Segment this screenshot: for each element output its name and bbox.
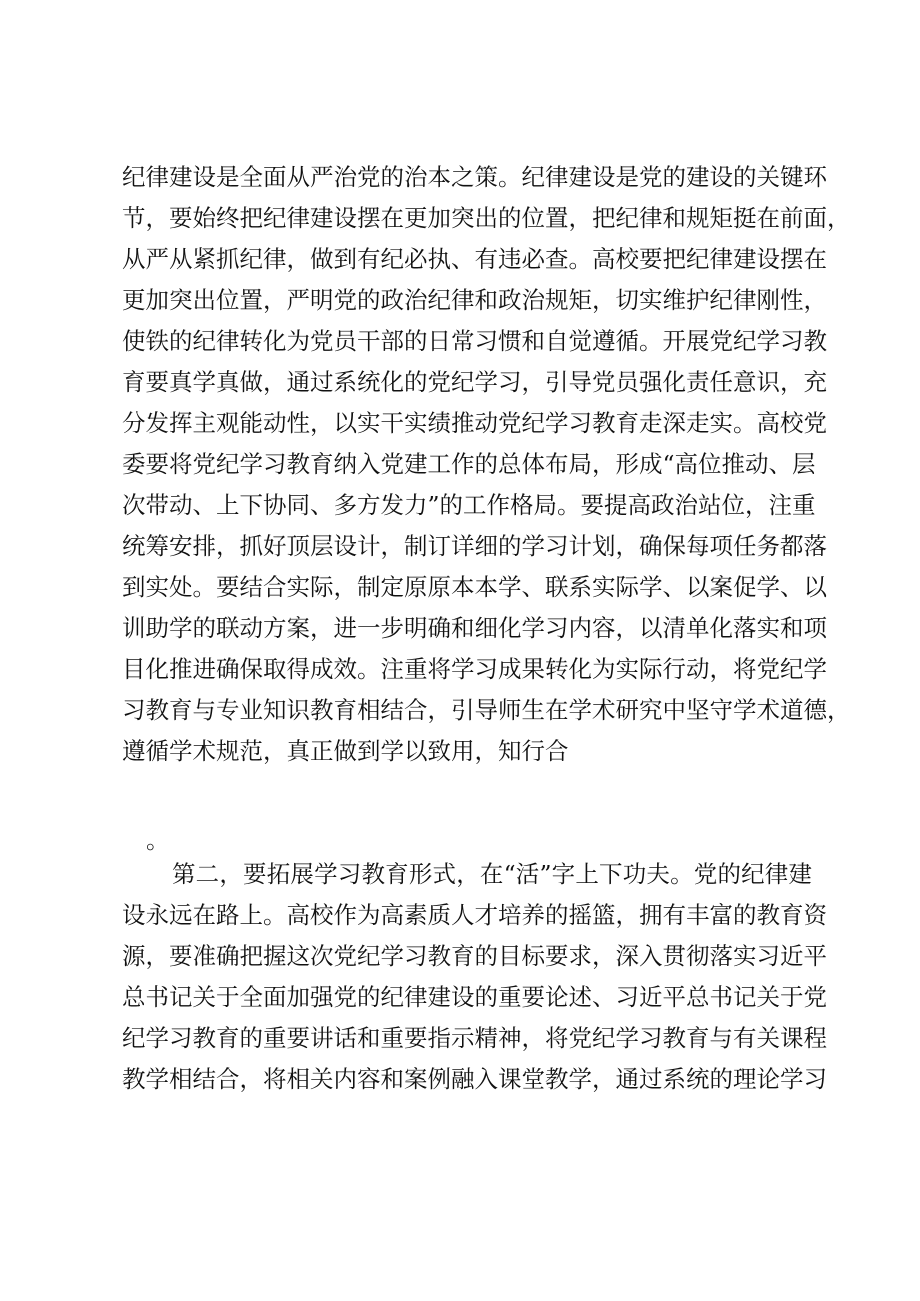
paragraph-1-line-1: 纪律建设是全面从严治党的治本之策。纪律建设是党的建设的关键环	[122, 163, 827, 191]
paragraph-2-line-5: 纪学习教育的重要讲话和重要指示精神，将党纪学习教育与有关课程	[122, 1024, 827, 1052]
paragraph-1-line-14: 习教育与专业知识教育相结合，引导师生在学术研究中坚守学术道德，	[122, 696, 851, 724]
paragraph-2-line-1: 第二，要拓展学习教育形式，在“活”字上下功夫。党的纪律建	[172, 860, 812, 888]
paragraph-1-line-8: 委要将党纪学习教育纳入党建工作的总体布局，形成“高位推动、层	[122, 450, 816, 478]
paragraph-1-line-13: 目化推进确保取得成效。注重将学习成果转化为实际行动，将党纪学	[122, 655, 827, 683]
paragraph-1-trailing-mark: 。	[146, 826, 170, 854]
paragraph-1-line-11: 到实处。要结合实际，制定原原本本学、联系实际学、以案促学、以	[122, 573, 827, 601]
paragraph-2-line-2: 设永远在路上。高校作为高素质人才培养的摇篮，拥有丰富的教育资	[122, 901, 827, 929]
paragraph-1-line-15: 遵循学术规范，真正做到学以致用，知行合	[122, 737, 569, 765]
paragraph-1-line-3: 从严从紧抓纪律，做到有纪必执、有违必查。高校要把纪律建设摆在	[122, 245, 827, 273]
paragraph-2-line-4: 总书记关于全面加强党的纪律建设的重要论述、习近平总书记关于党	[122, 983, 827, 1011]
paragraph-2-line-3: 源，要准确把握这次党纪学习教育的目标要求，深入贯彻落实习近平	[122, 942, 827, 970]
paragraph-1-line-6: 育要真学真做，通过系统化的党纪学习，引导党员强化责任意识，充	[122, 368, 827, 396]
paragraph-1-line-2: 节，要始终把纪律建设摆在更加突出的位置，把纪律和规矩挺在前面，	[122, 204, 851, 232]
paragraph-1-line-4: 更加突出位置，严明党的政治纪律和政治规矩，切实维护纪律刚性，	[122, 286, 827, 314]
paragraph-1-line-7: 分发挥主观能动性，以实干实绩推动党纪学习教育走深走实。高校党	[122, 409, 827, 437]
paragraph-2-line-6: 教学相结合，将相关内容和案例融入课堂教学，通过系统的理论学习	[122, 1065, 827, 1093]
paragraph-1-line-5: 使铁的纪律转化为党员干部的日常习惯和自觉遵循。开展党纪学习教	[122, 327, 827, 355]
paragraph-1-line-10: 统筹安排，抓好顶层设计，制订详细的学习计划，确保每项任务都落	[122, 532, 827, 560]
paragraph-1-line-12: 训助学的联动方案，进一步明确和细化学习内容，以清单化落实和项	[122, 614, 827, 642]
paragraph-1-line-9: 次带动、上下协同、多方发力”的工作格局。要提高政治站位，注重	[122, 491, 816, 519]
